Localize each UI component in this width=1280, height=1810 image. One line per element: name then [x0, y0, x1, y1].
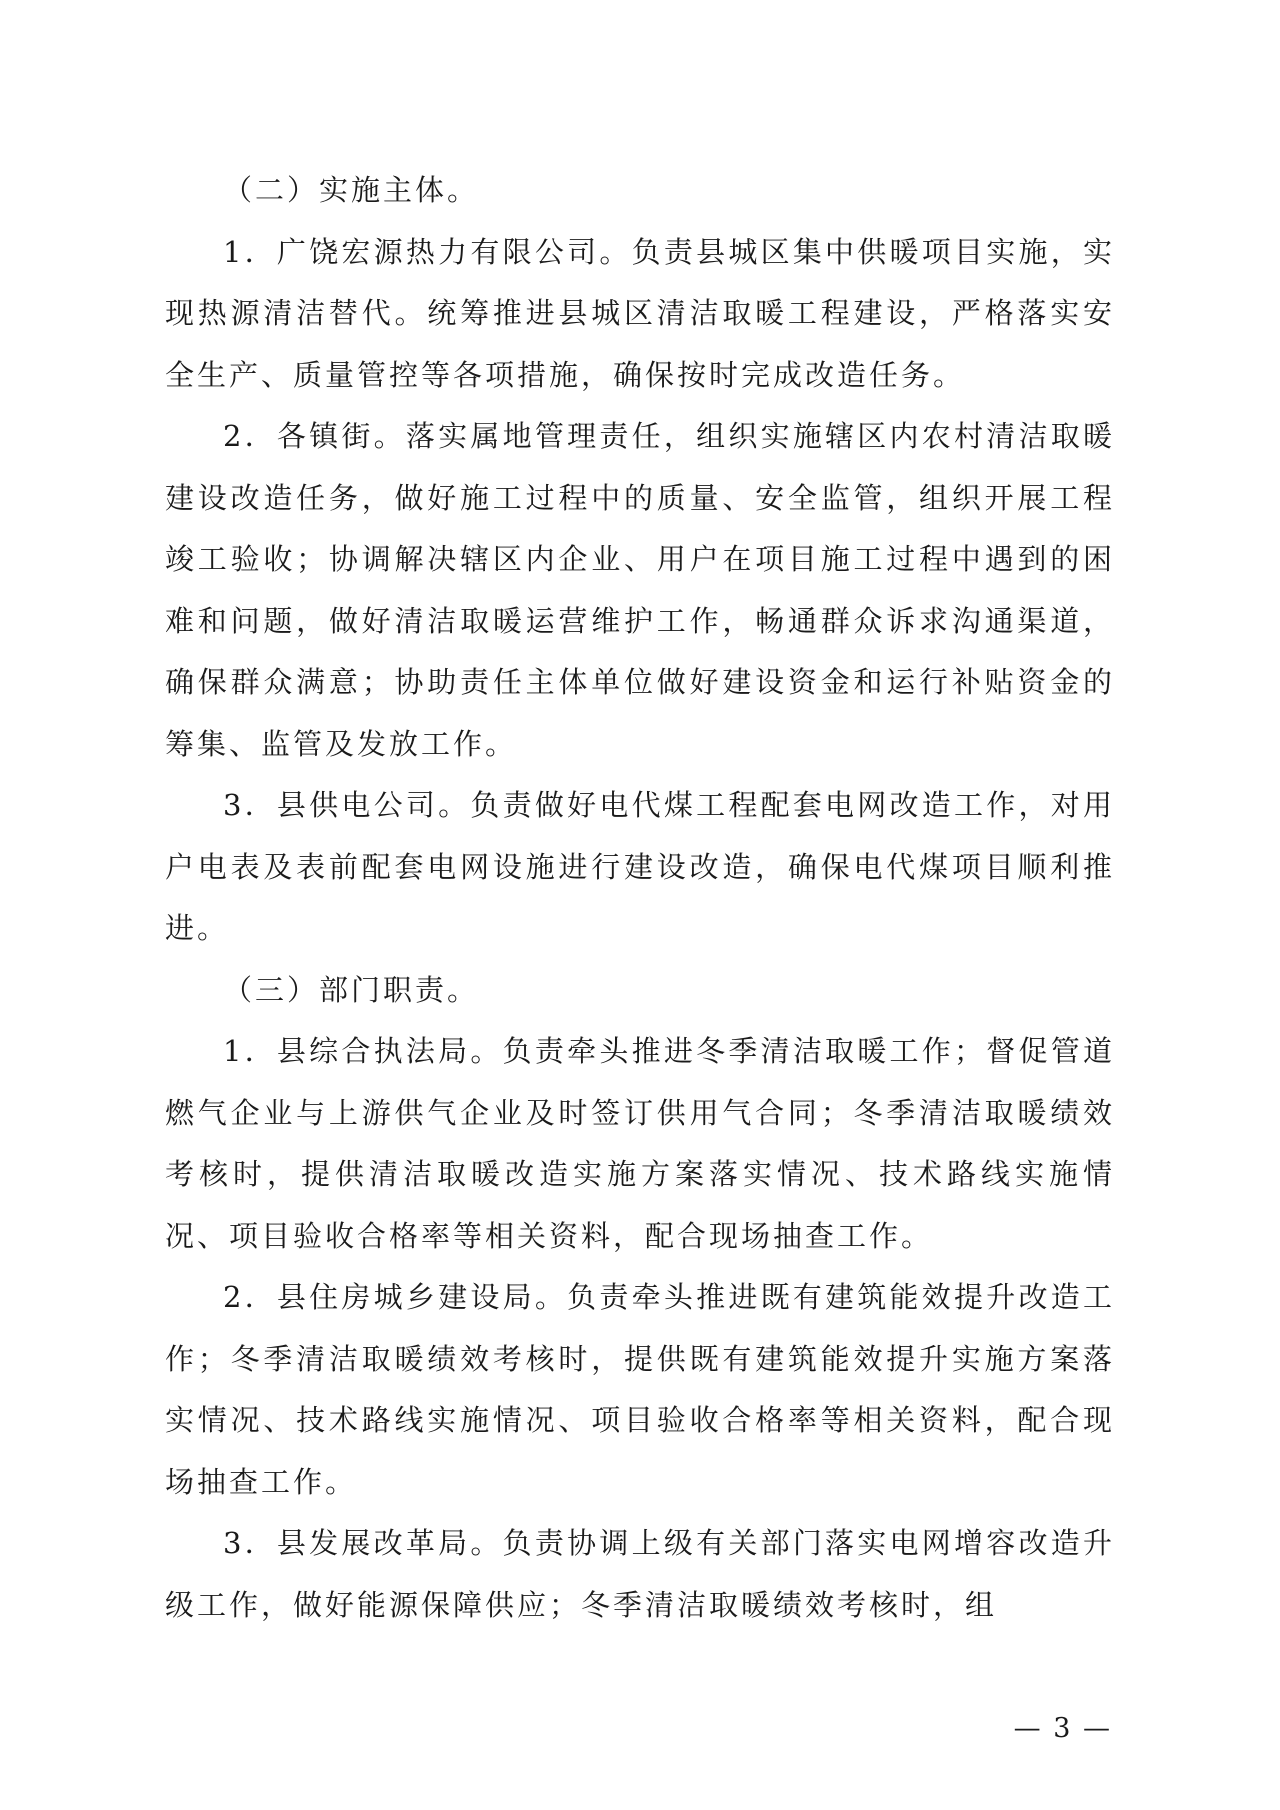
paragraph-county-development-reform: 3．县发展改革局。负责协调上级有关部门落实电网增容改造升级工作，做好能源保障供应；冬季清洁取暖绩效考核时，组 — [165, 1526, 1115, 1622]
paragraph-county-law-enforcement: 1．县综合执法局。负责牵头推进冬季清洁取暖工作；督促管道燃气企业与上游供气企业及时签订供用气合同；冬季清洁取暖绩效考核时，提供清洁取暖改造实施方案落实情况、技术路线实施情况、项目验收合格率等相关资料，配合现场抽查工作。 — [165, 1034, 1115, 1253]
section-heading-implementation-subjects: （二）实施主体。 — [223, 173, 480, 207]
paragraph-county-housing-construction: 2．县住房城乡建设局。负责牵头推进既有建筑能效提升改造工作；冬季清洁取暖绩效考核时，提供既有建筑能效提升实施方案落实情况、技术路线实施情况、项目验收合格率等相关资料，配合现场抽查工作。 — [165, 1280, 1115, 1499]
section-heading-department-duties: （三）部门职责。 — [223, 972, 480, 1007]
document-body — [165, 160, 1115, 1636]
paragraph-guangrao-hongyuan-thermal: 1．广饶宏源热力有限公司。负责县城区集中供暖项目实施，实现热源清洁替代。统筹推进县城区清洁取暖工程建设，严格落实安全生产、质量管控等各项措施，确保按时完成改造任务。 — [165, 234, 1115, 392]
paragraph-towns-streets: 2．各镇街。落实属地管理责任，组织实施辖区内农村清洁取暖建设改造任务，做好施工过程中的质量、安全监管，组织开展工程竣工验收；协调解决辖区内企业、用户在项目施工过程中遇到的困难和问题，做好清洁取暖运营维护工作，畅通群众诉求沟通渠道，确保群众满意；协助责任主体单位做好建设资金和运行补贴资金的筹集、监管及发放工作。 — [165, 419, 1115, 761]
page-number: — 3 — — [1013, 1713, 1112, 1744]
paragraph-county-power-supply: 3．县供电公司。负责做好电代煤工程配套电网改造工作，对用户电表及表前配套电网设施进行建设改造，确保电代煤项目顺利推进。 — [165, 788, 1115, 945]
